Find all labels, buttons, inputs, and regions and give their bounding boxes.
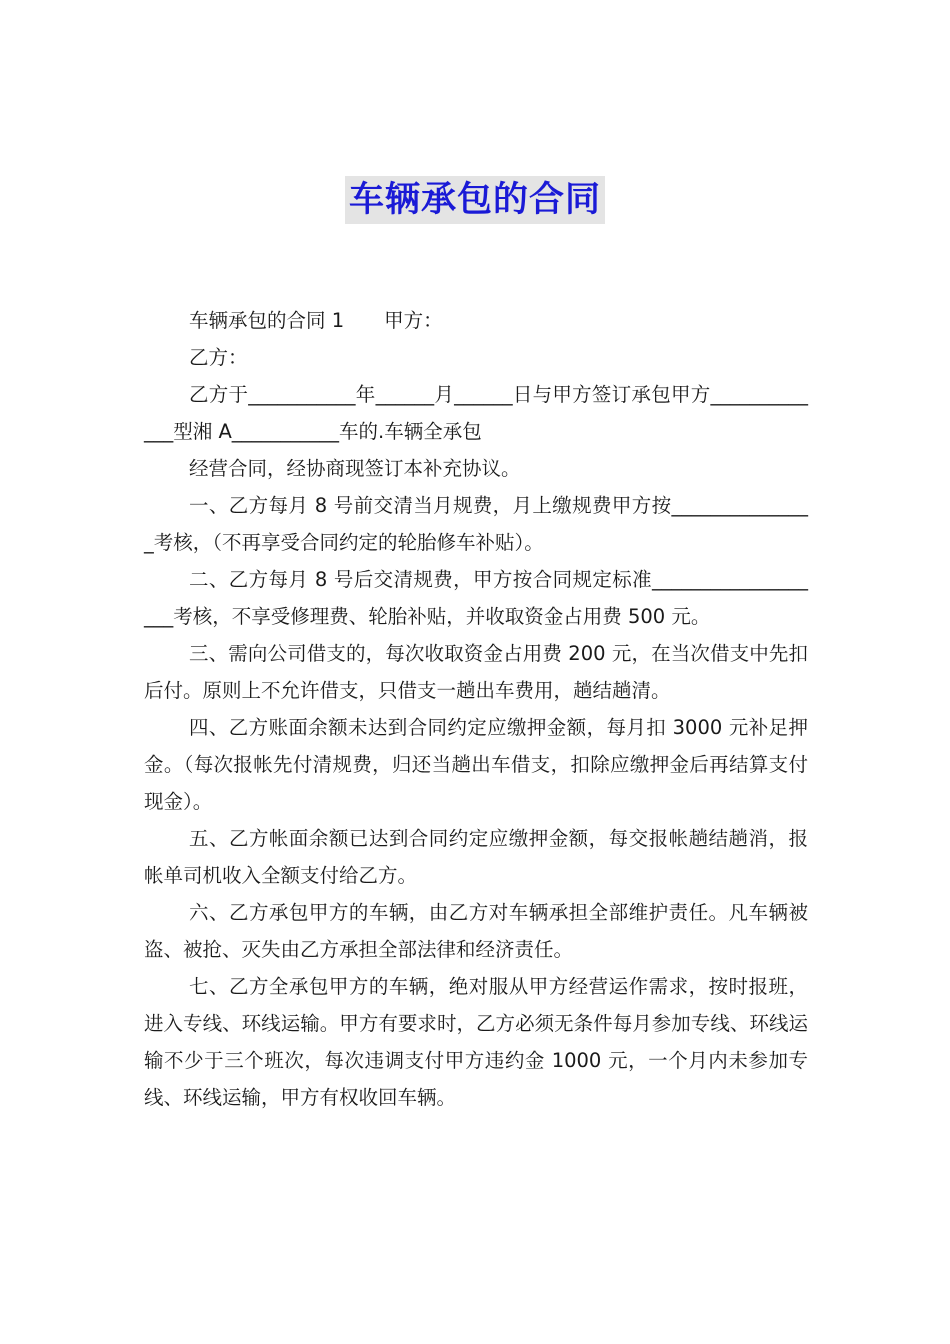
- party-b-line: [144, 339, 808, 376]
- document-body: [144, 302, 808, 1116]
- paragraph: 一、乙方每月 8 号前交清当月规费，月上缴规费甲方按_______________考核，（不再享受合同约定的轮胎修车补贴）。: [144, 494, 808, 554]
- paragraph: 六、乙方承包甲方的车辆，由乙方对车辆承担全部维护责任。凡车辆被盗、被抢、灭失由乙方承担全部法律和经济责任。: [144, 901, 808, 961]
- document-title: 车辆承包的合同: [345, 176, 605, 224]
- paragraph: 五、乙方帐面余额已达到合同约定应缴押金额，每交报帐趟结趟消，报帐单司机收入全额支付给乙方。: [144, 827, 808, 887]
- paragraph: 七、乙方全承包甲方的车辆，绝对服从甲方经营运作需求，按时报班，进入专线、环线运输。甲方有要求时，乙方必须无条件每月参加专线、环线运输不少于三个班次，每次违调支付甲方违约金 1000 元，一个月内未参加专线、环线运输，甲方有权收回车辆。: [144, 975, 808, 1109]
- heading-line: [144, 302, 808, 339]
- party-a-label: 甲方：: [384, 309, 443, 332]
- paragraph: 二、乙方每月 8 号后交清规费，甲方按合同规定标准___________________考核，不享受修理费、轮胎补贴，并收取资金占用费 500 元。: [144, 568, 808, 628]
- paragraph: 经营合同，经协商现签订本补充协议。: [189, 457, 521, 480]
- contract-heading: 车辆承包的合同 1: [189, 309, 345, 332]
- paragraph: 三、需向公司借支的，每次收取资金占用费 200 元，在当次借支中先扣后付。原则上不允许借支，只借支一趟出车费用，趟结趟清。: [144, 642, 808, 702]
- title-block: [0, 176, 950, 224]
- party-b-label: 乙方：: [189, 346, 248, 369]
- paragraph: 乙方于___________年______月______日与甲方签订承包甲方_____________型湘 A___________车的.车辆全承包: [144, 383, 808, 443]
- paragraph: 四、乙方账面余额未达到合同约定应缴押金额，每月扣 3000 元补足押金。（每次报帐先付清规费，归还当趟出车借支，扣除应缴押金后再结算支付现金）。: [144, 716, 808, 813]
